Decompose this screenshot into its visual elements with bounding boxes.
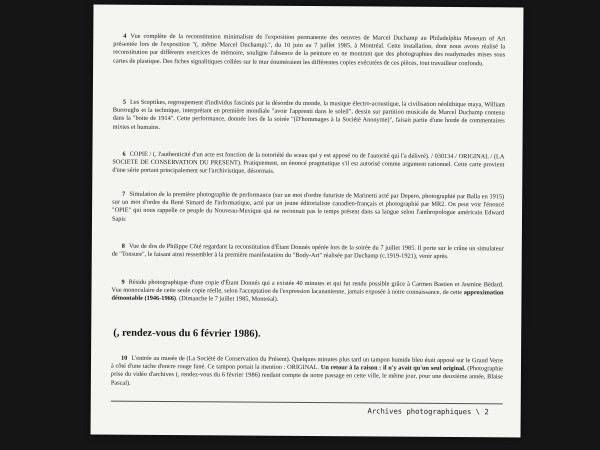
paragraph-number: 4 [123, 32, 127, 40]
paragraph-number: 8 [121, 242, 126, 250]
paragraph-text: Résidu photographique d'une copie d'Étant Donnés qui a existée 40 minutes et qui fut rendu possible grâce à Carmen Bastien et Jasmine Bédard. Vue monoculaire de cette seule copie réelle, selon l'acceptation de l'expression lacananienne, jamais exposée à notre connaissance, de cette [111, 278, 504, 297]
paragraph-text: Vue de dos de Philippe Côté regardant la reconstitution d'Étant Donnés opérée lors de la soirée du 7 juillet 1985. Il porte sur le crâne un simulateur de "Tonsure", le faisant ainsi ressembler à la première manifestation du "Body-Art" réalisée par Duchamp (c.1919-1921), venir après. [111, 242, 504, 261]
paragraph-text: L'entrée au musée de (La Société de Conservation du Présent). Quelques minutes plus tard un tampon humide bleu était apposé sur le Grand Verre à côté d'une tache d'encre rouge fané. Ce tampon portait la mention : ORIGINAL. [110, 354, 504, 372]
paragraph-number: 7 [122, 190, 126, 198]
page-footer: Archives photographiques \ 2 [367, 406, 489, 417]
paragraph-4 [113, 33, 505, 69]
paragraph-text: Les Sceptikes, regroupement d'individus fascinés par le désordre du monde, la musique électro-acoustique, la civilisation néolithique maya, William Burroughs et la technique, interprétant en première mondiale "avoir l'apprenti dans le soleil", dessin sur partition musicale de Marcel Duchamp contenu dans la "boite de 1914". Cette performance, donnée lors de la soirée "(D'hommages à la Société Anonyme)", faisait partie d'une horde de commentaires mixtes et humains. [112, 98, 505, 131]
paragraph-9 [111, 279, 503, 306]
paragraph-text: Vue complète de la reconstitution minimaliste de l'exposition permanente des oeuvres de Marcel Duchamp au Philadelphia Museum of Art présentée lors de l'exposition "(, même Marcel Duchamp).", du 10 juin au 7 juillet 1985, à Montréal. Cette installation, dont nous avons réalisé la reconstitution par différents exercices de mémoire, souligne l'absence de la peinture en ne montrant que des photographies des readymades mises sous cartes de plastique. Des fiches signalitiques collées sur le mur énuméraient les différentes copies exécutées de ces pièces, tout travailleur confondu. [113, 32, 506, 67]
footer-rule [111, 401, 503, 405]
paragraph-number: 5 [122, 98, 127, 106]
paragraph-number: 6 [122, 150, 126, 158]
section-heading: (, rendez-vous du 6 février 1986). [113, 327, 261, 340]
paragraph-text: COPIE / (, l'authenticité d'un acte est fonction de la notoriété du sceau qui y est apposé ou de l'autorité qui l'a délivré). / 030134 / ORIGINAL / (LA SOCIETE DE CONSERVATION DU PRESENT). Pratiquement, un énoncé pragmatique s'il est autorisé comme argument rationnel. Cette carte provient d'une série portant principalement sur l'archivistique, désormais. [112, 150, 505, 176]
paragraph-7 [112, 191, 504, 227]
paragraph-bold-text: approximation démontable (1946-1966) [111, 289, 504, 303]
paragraph-6 [112, 151, 504, 178]
paragraph-10 [111, 355, 503, 391]
paragraph-8 [112, 243, 504, 262]
paragraph-bold-text: Un retour à la raison : il n'y avait qu'un seul original. [320, 364, 466, 373]
paragraph-number: 10 [121, 354, 128, 362]
paragraph-tail-text: (Photographie prise du vidéo d'archives (, rendez-vous du 6 février 1986) rendant compte de notre passage en cette ville, le même jour, pour une deuxième année, Blaise Pascal). [110, 365, 503, 387]
document-sheet [91, 5, 524, 438]
paragraph-number: 9 [121, 278, 125, 286]
paragraph-tail-text: . (Dimanche le 7 juillet 1985, Montréal). [175, 295, 279, 304]
paragraph-text: Simulation de la première photographie de performance (sur un mot d'ordre futuriste de Marinetti acté par Depero, photographié par Balla en 1915) sur un mot d'ordre du René Simard de l'informatique, acté par un jeune éditorialiste canadien-français et photographié par MR2. On peut voir l'énoncé "OPIE" qui nous rappelle ce peuple du Nouveau-Mexique qui ne reconnait pas le temps présent dans sa langue selon l'anthropologue américain Edward Sapir. [111, 190, 505, 223]
paragraph-5 [113, 99, 505, 135]
